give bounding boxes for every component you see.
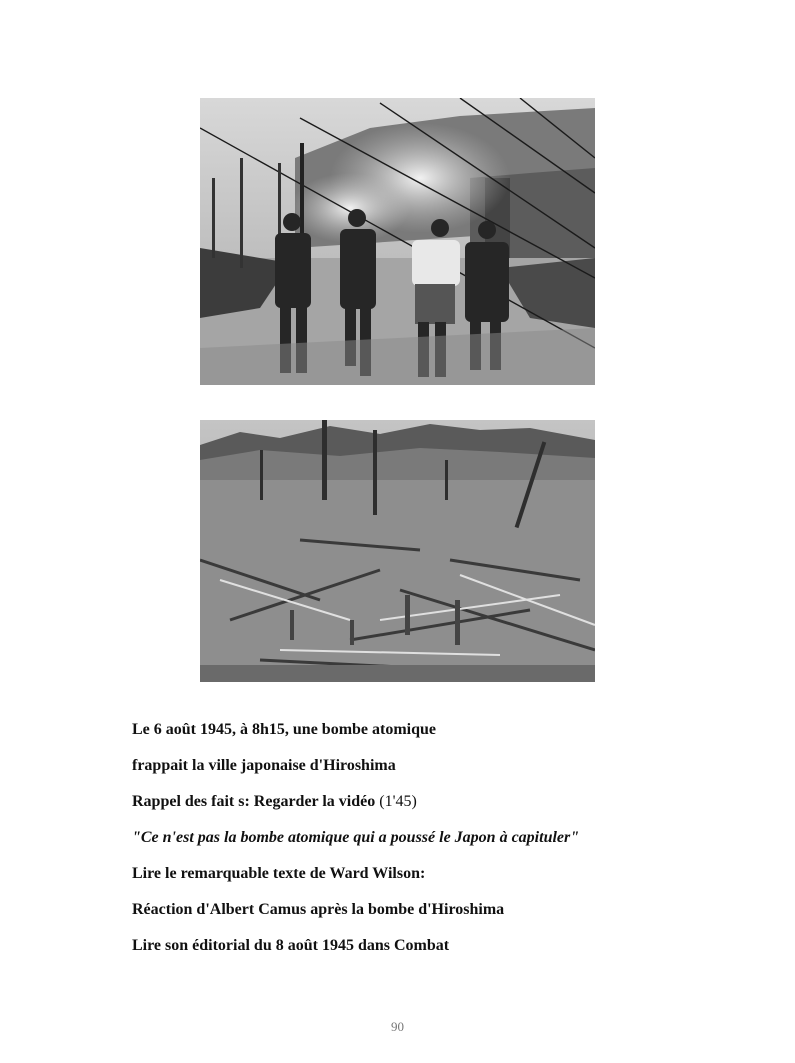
video-duration: (1'45) xyxy=(379,793,417,810)
text-line-1: Le 6 août 1945, à 8h15, une bombe atomique xyxy=(132,721,437,738)
camus-reaction-line: Réaction d'Albert Camus après la bombe d'Hiroshima xyxy=(132,901,505,918)
quote-line: "Ce n'est pas la bombe atomique qui a poussé le Japon à capituler" xyxy=(132,829,580,846)
video-link-line[interactable] xyxy=(132,792,417,812)
text-line-2: frappait la ville japonaise d'Hiroshima xyxy=(132,757,396,774)
video-link-label[interactable]: Rappel des fait s: Regarder la vidéo xyxy=(132,793,380,810)
photo-destroyed-city xyxy=(200,420,595,682)
page-number: 90 xyxy=(391,1019,404,1034)
camus-editorial-line[interactable]: Lire son éditorial du 8 août 1945 dans Combat xyxy=(132,937,450,954)
ward-wilson-line[interactable]: Lire le remarquable texte de Ward Wilson: xyxy=(132,865,426,882)
photo-men-walking-ruins xyxy=(200,98,595,385)
